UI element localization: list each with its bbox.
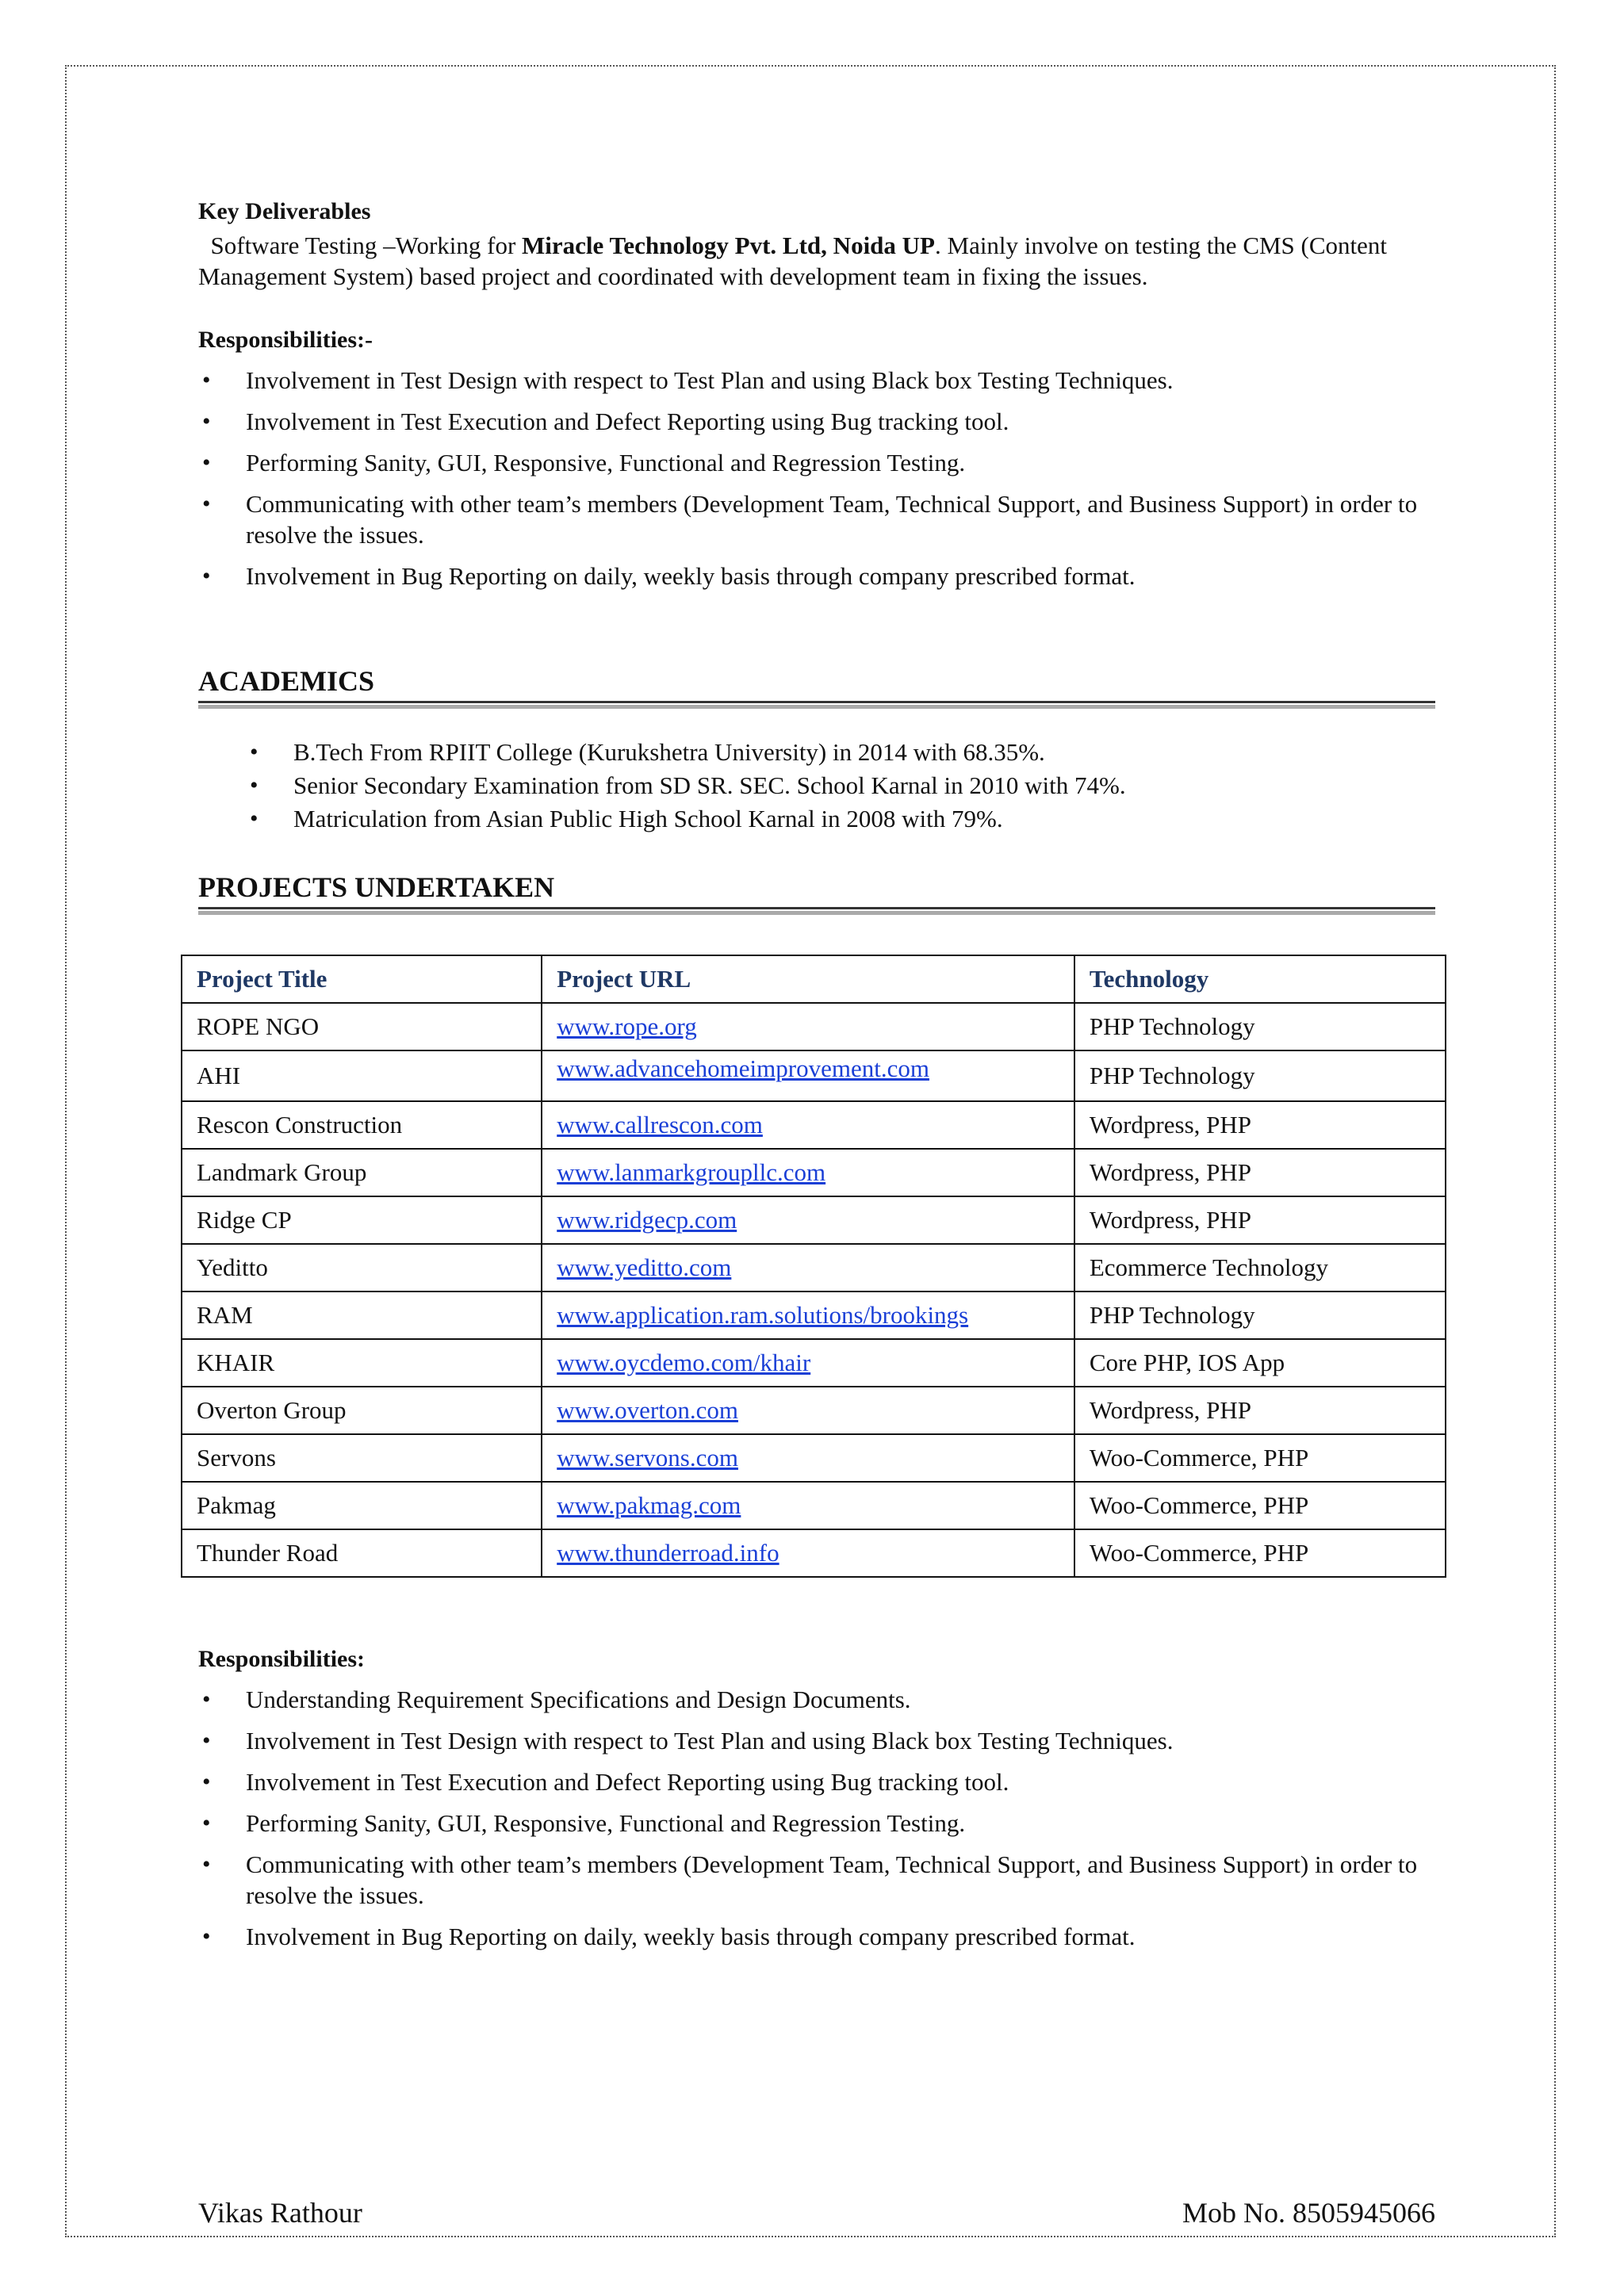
project-technology-cell: Wordpress, PHP bbox=[1074, 1196, 1446, 1244]
table-row bbox=[182, 1339, 1446, 1387]
list-item: • Involvement in Bug Reporting on daily, weekly basis through company prescribed format. bbox=[198, 561, 1435, 591]
project-technology-cell: Woo-Commerce, PHP bbox=[1074, 1482, 1446, 1529]
column-header-title: Project Title bbox=[182, 955, 542, 1003]
project-url-link[interactable]: www.rope.org bbox=[542, 1003, 1074, 1050]
project-title-cell: ROPE NGO bbox=[182, 1003, 542, 1050]
project-technology-cell: PHP Technology bbox=[1074, 1292, 1446, 1339]
project-url-link[interactable]: www.servons.com bbox=[542, 1434, 1074, 1482]
key-deliverables-text bbox=[198, 230, 1435, 292]
project-technology-cell: PHP Technology bbox=[1074, 1050, 1446, 1101]
list-item: • Communicating with other team’s members (Development Team, Technical Support, and Business Support) in order to resolve the issues. bbox=[198, 488, 1435, 550]
heading-rule-shadow bbox=[198, 911, 1435, 915]
table-row bbox=[182, 1529, 1446, 1577]
list-item: • B.Tech From RPIIT College (Kurukshetra University) in 2014 with 68.35%. bbox=[246, 736, 1435, 769]
list-item: • Communicating with other team’s members (Development Team, Technical Support, and Business Support) in order to resolve the issues. bbox=[198, 1849, 1435, 1911]
project-url-link[interactable]: www.lanmarkgroupllc.com bbox=[542, 1149, 1074, 1196]
heading-rule bbox=[198, 701, 1435, 703]
project-technology-cell: Core PHP, IOS App bbox=[1074, 1339, 1446, 1387]
project-technology-cell: Wordpress, PHP bbox=[1074, 1387, 1446, 1434]
projects-heading-text: PROJECTS UNDERTAKEN bbox=[198, 871, 555, 903]
project-technology-cell: PHP Technology bbox=[1074, 1003, 1446, 1050]
table-row bbox=[182, 1003, 1446, 1050]
list-item: • Involvement in Test Execution and Defect Reporting using Bug tracking tool. bbox=[198, 1766, 1435, 1797]
list-item: • Senior Secondary Examination from SD SR. SEC. School Karnal in 2010 with 74%. bbox=[246, 769, 1435, 802]
kd-company: Miracle Technology Pvt. Ltd, Noida UP bbox=[522, 232, 935, 259]
table-row bbox=[182, 1292, 1446, 1339]
project-title-cell: Thunder Road bbox=[182, 1529, 542, 1577]
project-technology-cell: Wordpress, PHP bbox=[1074, 1101, 1446, 1149]
table-row bbox=[182, 1387, 1446, 1434]
footer-name: Vikas Rathour bbox=[198, 2197, 362, 2229]
column-header-technology: Technology bbox=[1074, 955, 1446, 1003]
heading-rule-shadow bbox=[198, 705, 1435, 709]
table-row bbox=[182, 1482, 1446, 1529]
table-row bbox=[182, 1434, 1446, 1482]
project-url-link[interactable]: www.callrescon.com bbox=[542, 1101, 1074, 1149]
table-row bbox=[182, 1196, 1446, 1244]
projects-heading bbox=[198, 871, 1435, 915]
responsibilities-title-1: Responsibilities:- bbox=[198, 327, 373, 353]
list-item: • Involvement in Test Execution and Defect Reporting using Bug tracking tool. bbox=[198, 406, 1435, 437]
project-title-cell: Ridge CP bbox=[182, 1196, 542, 1244]
project-title-cell: Yeditto bbox=[182, 1244, 542, 1292]
responsibilities-list-2 bbox=[198, 1684, 1435, 1962]
project-technology-cell: Wordpress, PHP bbox=[1074, 1149, 1446, 1196]
table-row bbox=[182, 1149, 1446, 1196]
table-row bbox=[182, 1244, 1446, 1292]
list-item: • Performing Sanity, GUI, Responsive, Functional and Regression Testing. bbox=[198, 1808, 1435, 1839]
heading-rule bbox=[198, 907, 1435, 909]
project-title-cell: Servons bbox=[182, 1434, 542, 1482]
table-header-row bbox=[182, 955, 1446, 1003]
project-url-link[interactable]: www.overton.com bbox=[542, 1387, 1074, 1434]
project-title-cell: AHI bbox=[182, 1050, 542, 1101]
table-row bbox=[182, 1050, 1446, 1101]
project-url-link[interactable]: www.ridgecp.com bbox=[542, 1196, 1074, 1244]
kd-suffix: . Mainly involve on testing the CMS (Content Management System) based project and coordinated with development team in fixing the issues. bbox=[198, 232, 1388, 290]
list-item: • Involvement in Bug Reporting on daily, weekly basis through company prescribed format. bbox=[198, 1921, 1435, 1952]
project-title-cell: RAM bbox=[182, 1292, 542, 1339]
column-header-url: Project URL bbox=[542, 955, 1074, 1003]
project-technology-cell: Woo-Commerce, PHP bbox=[1074, 1434, 1446, 1482]
project-url-link[interactable]: www.pakmag.com bbox=[542, 1482, 1074, 1529]
list-item: • Understanding Requirement Specifications and Design Documents. bbox=[198, 1684, 1435, 1715]
project-url-link[interactable]: www.yeditto.com bbox=[542, 1244, 1074, 1292]
responsibilities-list-1 bbox=[198, 365, 1435, 602]
list-item: • Involvement in Test Design with respect to Test Plan and using Black box Testing Techniques. bbox=[198, 365, 1435, 396]
academics-list bbox=[246, 736, 1435, 836]
project-url-link[interactable]: www.oycdemo.com/khair bbox=[542, 1339, 1074, 1387]
project-url-link[interactable]: www.application.ram.solutions/brookings bbox=[542, 1292, 1074, 1339]
project-title-cell: Rescon Construction bbox=[182, 1101, 542, 1149]
project-url-link[interactable]: www.advancehomeimprovement.com bbox=[542, 1050, 1074, 1101]
project-technology-cell: Ecommerce Technology bbox=[1074, 1244, 1446, 1292]
list-item: • Performing Sanity, GUI, Responsive, Functional and Regression Testing. bbox=[198, 447, 1435, 478]
projects-table bbox=[181, 955, 1446, 1578]
project-title-cell: Overton Group bbox=[182, 1387, 542, 1434]
project-technology-cell: Woo-Commerce, PHP bbox=[1074, 1529, 1446, 1577]
project-title-cell: KHAIR bbox=[182, 1339, 542, 1387]
list-item: • Involvement in Test Design with respect to Test Plan and using Black box Testing Techniques. bbox=[198, 1725, 1435, 1756]
footer-mobile: Mob No. 8505945066 bbox=[1182, 2197, 1435, 2229]
key-deliverables-title: Key Deliverables bbox=[198, 198, 371, 224]
project-url-link[interactable]: www.thunderroad.info bbox=[542, 1529, 1074, 1577]
project-title-cell: Pakmag bbox=[182, 1482, 542, 1529]
list-item: • Matriculation from Asian Public High School Karnal in 2008 with 79%. bbox=[246, 802, 1435, 836]
responsibilities-title-2: Responsibilities: bbox=[198, 1646, 366, 1672]
academics-heading-text: ACADEMICS bbox=[198, 665, 375, 697]
academics-heading bbox=[198, 664, 1435, 709]
table-row bbox=[182, 1101, 1446, 1149]
kd-prefix: Software Testing –Working for bbox=[210, 232, 523, 259]
project-title-cell: Landmark Group bbox=[182, 1149, 542, 1196]
